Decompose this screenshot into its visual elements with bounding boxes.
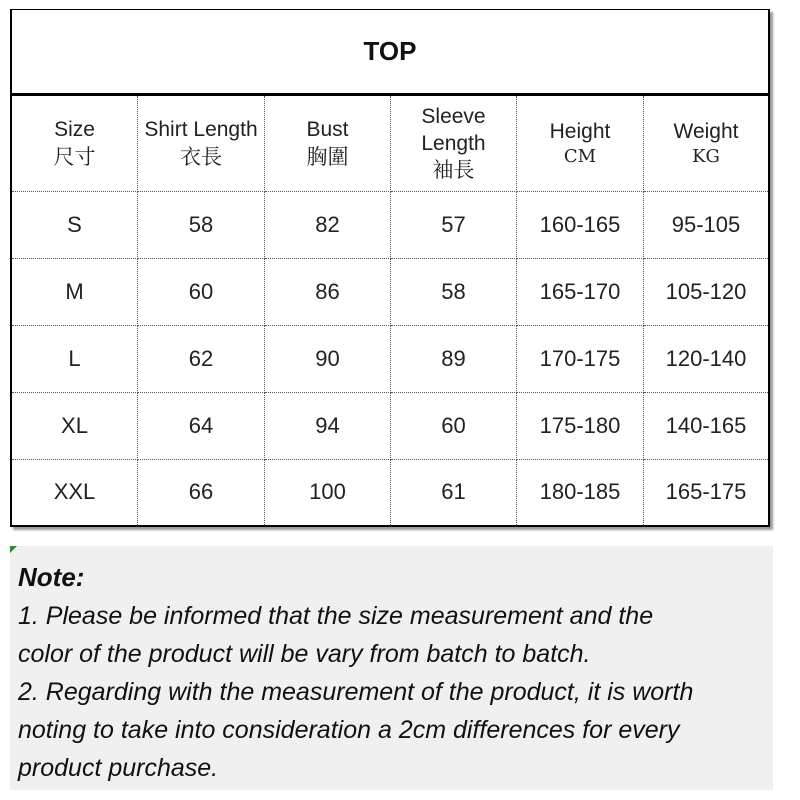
table-cell-size: M (12, 259, 138, 326)
table-cell-bust: 94 (265, 393, 391, 460)
header-label-cjk: 袖長 (432, 158, 475, 183)
table-cell-weight: 140-165 (644, 393, 768, 460)
table-cell-shirt-length: 64 (138, 393, 265, 460)
header-label-cjk: 尺寸 (53, 144, 96, 169)
table-cell-sleeve-length: 89 (391, 326, 517, 393)
size-table (10, 9, 770, 527)
table-cell-bust: 90 (265, 326, 391, 393)
table-title: TOP (12, 10, 768, 95)
table-cell-weight: 95-105 (644, 192, 768, 259)
size-grid (12, 95, 768, 525)
header-size (12, 96, 138, 192)
table-cell-sleeve-length: 61 (391, 460, 517, 525)
note-line: 1. Please be informed that the size measurement and the (18, 602, 654, 630)
header-label: Length (421, 131, 486, 155)
note-line: color of the product will be vary from batch to batch. (18, 640, 591, 668)
table-cell-size: L (12, 326, 138, 393)
table-cell-size: S (12, 192, 138, 259)
table-cell-height: 175-180 (517, 393, 644, 460)
table-cell-shirt-length: 58 (138, 192, 265, 259)
header-label-cjk: 胸圍 (306, 144, 349, 169)
table-cell-weight: 165-175 (665, 479, 747, 505)
table-cell-bust: 86 (265, 259, 391, 326)
table-cell-height: 170-175 (517, 326, 644, 393)
corner-marker-icon (10, 546, 17, 553)
header-height (517, 96, 644, 192)
note-line: noting to take into consideration a 2cm differences for every (18, 716, 680, 744)
header-label: Shirt Length (144, 118, 258, 142)
table-cell-bust: 100 (265, 460, 391, 525)
header-label: Height (549, 120, 611, 144)
header-shirt-length (138, 96, 265, 192)
header-sleeve-length (391, 96, 517, 192)
header-unit: CM (563, 146, 597, 168)
note-line: 2. Regarding with the measurement of the product, it is worth (18, 678, 694, 706)
header-bust (265, 96, 391, 192)
table-cell-shirt-length: 62 (138, 326, 265, 393)
table-cell-shirt-length: 66 (138, 460, 265, 525)
header-unit: KG (692, 146, 720, 168)
table-cell-height: 160-165 (517, 192, 644, 259)
table-cell-sleeve-length: 57 (391, 192, 517, 259)
table-cell-bust: 82 (265, 192, 391, 259)
table-cell-weight: 105-120 (644, 259, 768, 326)
note-title: Note: (18, 562, 85, 592)
note-line: product purchase. (18, 754, 219, 782)
header-label: Sleeve (421, 104, 486, 128)
table-cell-weight: 120-140 (644, 326, 768, 393)
note-box (10, 546, 773, 790)
table-cell-size: XL (12, 393, 138, 460)
table-cell-height: 180-185 (517, 460, 644, 525)
table-cell-height: 165-170 (517, 259, 644, 326)
table-cell-sleeve-length: 60 (391, 393, 517, 460)
header-label: Bust (306, 118, 349, 142)
table-cell-shirt-length: 60 (138, 259, 265, 326)
header-label: Size (54, 118, 95, 142)
header-label-cjk: 衣長 (180, 144, 222, 169)
header-weight (644, 96, 768, 192)
table-cell-sleeve-length: 58 (391, 259, 517, 326)
table-cell-size: XXL (12, 460, 138, 525)
header-label: Weight (673, 120, 739, 144)
